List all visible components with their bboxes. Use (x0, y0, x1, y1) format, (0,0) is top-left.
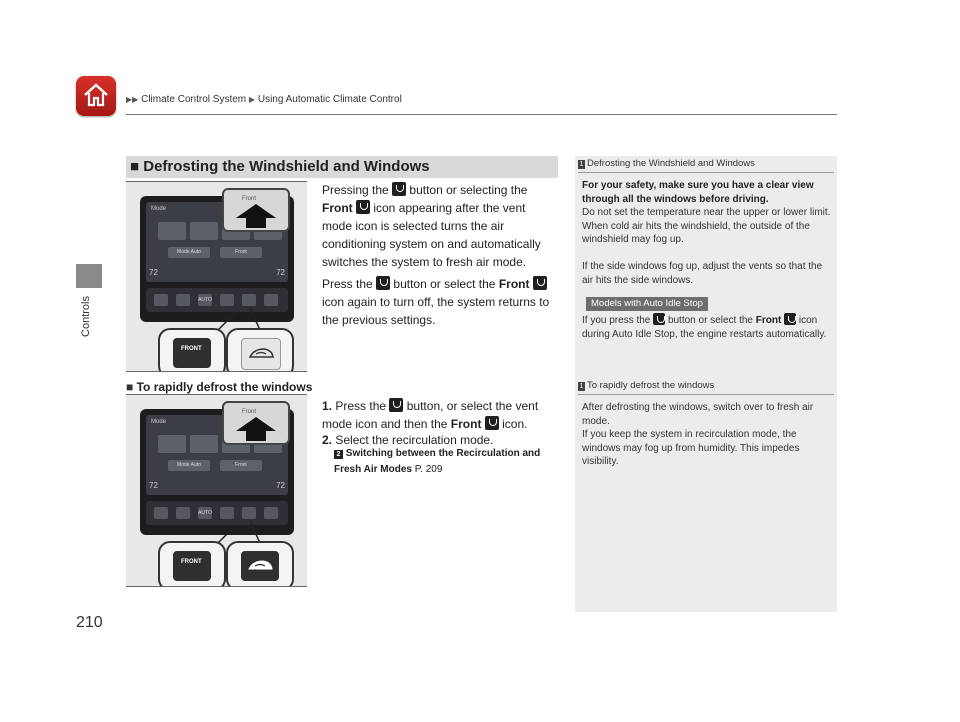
note-marker-icon: 1 (579, 383, 584, 390)
front-defrost-icon (485, 416, 499, 430)
temp-left-readout: 72 (149, 481, 158, 490)
note-body: For your safety, make sure you have a clear view through all the windows before driving. Do not set the temperature near the upper or lower limit. When cold air hits the windshield, the outside of the windshield may fog up. If the side windows fog up, adjust the vents so that the air hits the side windows. (582, 180, 831, 286)
front-defrost-icon (784, 313, 796, 325)
subsection-square-icon: ■ (126, 380, 134, 394)
note-marker-icon: 1 (579, 161, 584, 168)
step-2: 2. Select the recirculation mode. (322, 433, 494, 447)
recirculation-key-zoom (226, 328, 294, 372)
home-button[interactable] (76, 76, 116, 116)
section-paragraph-2: Press the button or select the Front icon again to turn off, the system returns to the previous settings. (322, 277, 550, 327)
auto-key[interactable]: AUTO (198, 294, 212, 306)
front-defrost-icon (356, 200, 370, 214)
breadcrumb-arrow-icon: ▶ (248, 95, 256, 104)
header-divider (126, 114, 837, 115)
mode-auto-button[interactable]: Mode Auto (168, 247, 210, 258)
front-defrost-screen-button[interactable]: Front (220, 247, 262, 258)
callout-front-label: Front (242, 409, 257, 415)
front-defrost-icon (376, 276, 390, 290)
temp-right-readout: 72 (276, 481, 285, 490)
cross-reference-link[interactable]: 2 Switching between the Recirculation and Fresh Air Modes P. 209 (334, 448, 541, 475)
front-defrost-key-zoom (158, 541, 226, 587)
note-safety-warning: For your safety, make sure you have a clear view through all the windows before driving. (582, 180, 814, 205)
breadcrumb (126, 94, 402, 105)
model-badge-row (578, 287, 834, 313)
note-auto-idle-body: If you press the button or select the Front icon during Auto Idle Stop, the engine restarts automatically. (582, 315, 827, 340)
auto-key[interactable]: AUTO (198, 507, 212, 519)
section-paragraph-1: Pressing the button or selecting the Front icon appearing after the vent mode icon is selected turns the air conditioning system on and automatically switches the system to fresh air mode. (322, 183, 541, 269)
mode-auto-button[interactable]: Mode Auto (168, 460, 210, 471)
chapter-tab-label: Controls (80, 296, 92, 337)
note-heading: 1 To rapidly defrost the windows (578, 380, 834, 395)
front-defrost-key-zoom (158, 328, 226, 372)
callout-front-label: Front (242, 196, 257, 202)
section-heading-square-icon: ■ (130, 158, 140, 175)
note-defrosting (578, 158, 834, 341)
step-2-number: 2. (322, 433, 333, 447)
front-defrost-screen-button[interactable]: Front (220, 460, 262, 471)
recirculation-key-zoom-active (226, 541, 294, 587)
subsection-heading: ■ To rapidly defrost the windows (126, 380, 313, 394)
figure-rapid-defrost-panel (126, 394, 307, 587)
screen-mode-label: Mode (151, 419, 167, 425)
step-1: 1. Press the button, or select the vent mode icon and then the Front icon. (322, 399, 539, 431)
section-heading (126, 156, 558, 178)
breadcrumb-arrow-icon: ▶▶ (126, 95, 139, 104)
cross-reference-page: P. 209 (414, 464, 443, 475)
cross-reference-arrow-icon: 2 (334, 450, 343, 459)
temp-right-readout: 72 (276, 268, 285, 277)
figure-defrost-panel (126, 181, 307, 372)
chapter-tab-marker (76, 264, 102, 288)
car-recirculation-icon (241, 551, 279, 581)
note-body: After defrosting the windows, switch over to fresh air mode. If you keep the system in recirculation mode, the windows may fog up from humidity. This impedes visibility. (582, 402, 814, 467)
breadcrumb-item-climate-control[interactable]: Climate Control System (141, 94, 247, 105)
note-heading: 1 Defrosting the Windshield and Windows (578, 158, 834, 173)
screen-mode-label: Mode (151, 206, 167, 212)
front-defrost-icon (392, 182, 406, 196)
page-number: 210 (76, 614, 103, 631)
model-badge: Models with Auto Idle Stop (586, 297, 708, 311)
temp-left-readout: 72 (149, 268, 158, 277)
car-recirculation-icon (241, 338, 281, 370)
breadcrumb-item-automatic-climate[interactable]: Using Automatic Climate Control (257, 94, 402, 105)
front-defrost-icon (533, 276, 547, 290)
section-heading-text: Defrosting the Windshield and Windows (143, 158, 430, 175)
front-defrost-icon: FRONT (173, 338, 211, 368)
note-rapid-defrost (578, 380, 834, 469)
step-1-number: 1. (322, 399, 333, 413)
front-defrost-icon (389, 398, 403, 412)
front-defrost-icon: FRONT (173, 551, 211, 581)
home-icon (82, 81, 110, 109)
front-defrost-icon (653, 313, 665, 325)
